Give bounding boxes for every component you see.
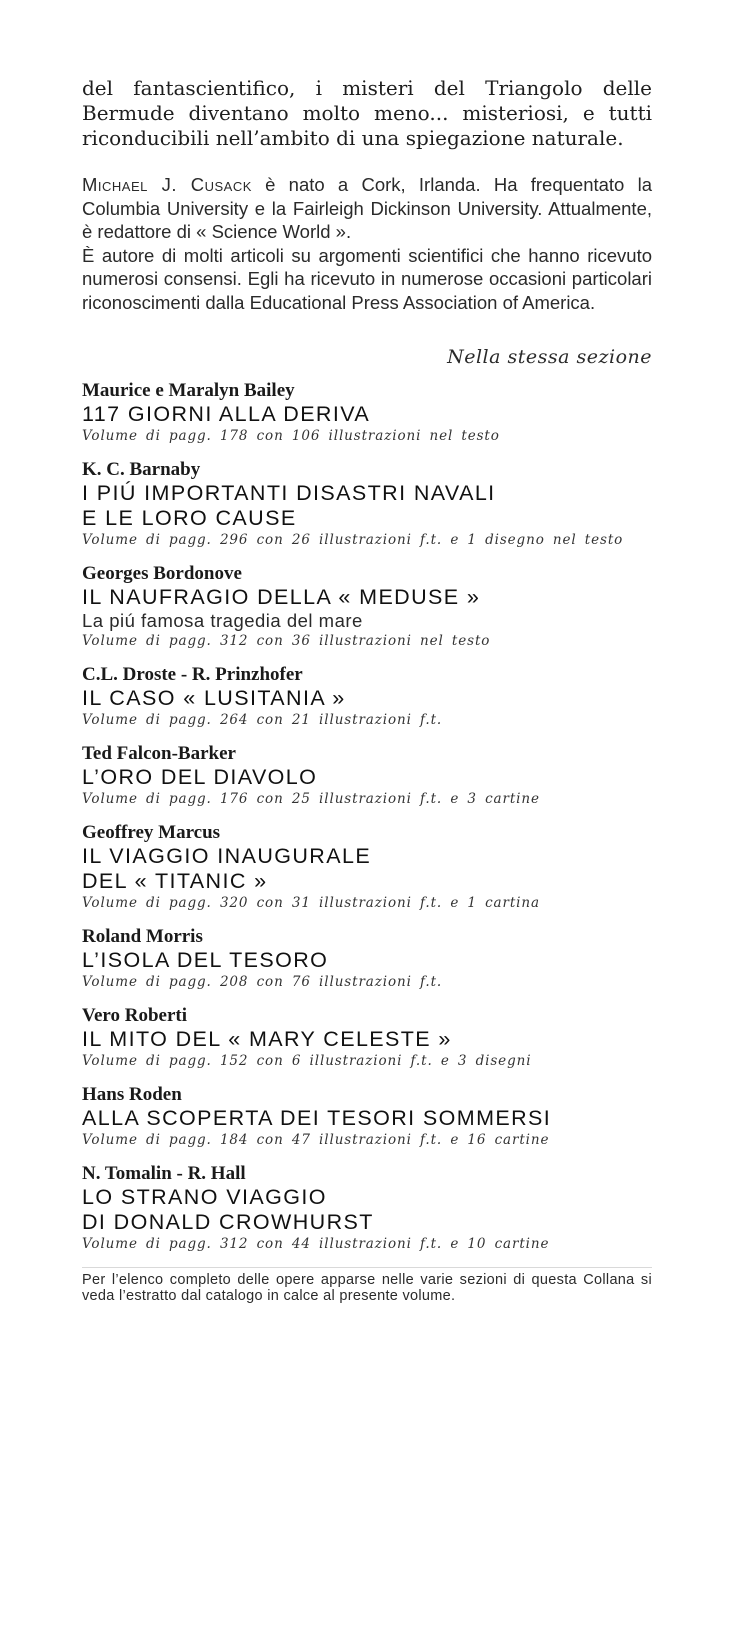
book-entry	[82, 1163, 652, 1254]
book-details: Volume di pagg. 208 con 76 illustrazioni f.t.	[82, 974, 443, 990]
book-title-line: IL MITO DEL « MARY CELESTE »	[82, 1027, 452, 1051]
book-title-line: I PIÚ IMPORTANTI DISASTRI NAVALI	[82, 481, 496, 505]
intro-paragraph: del fantascientifico, i misteri del Triangolo delle Bermude diventano molto meno... misteriosi, e tutti riconducibili nell’ambito di una spiegazione naturale.	[82, 76, 652, 150]
book-details: Volume di pagg. 152 con 6 illustrazioni f.t. e 3 disegni	[82, 1053, 532, 1069]
bio-paragraph-2: È autore di molti articoli su argomenti scientifici che hanno ricevuto numerosi consensi. Egli ha ricevuto in numerose occasioni particolari riconoscimenti dalla Educational Press Association of America.	[82, 244, 652, 313]
book-title-line: LO STRANO VIAGGIO	[82, 1185, 327, 1209]
book-author: Vero Roberti	[82, 1005, 188, 1026]
book-title-line: 117 GIORNI ALLA DERIVA	[82, 402, 371, 426]
book-details: Volume di pagg. 296 con 26 illustrazioni f.t. e 1 disegno nel testo	[82, 532, 624, 548]
book-details: Volume di pagg. 312 con 44 illustrazioni f.t. e 10 cartine	[82, 1236, 550, 1252]
bio-paragraph-1	[82, 173, 652, 244]
book-details: Volume di pagg. 176 con 25 illustrazioni f.t. e 3 cartine	[82, 791, 540, 807]
book-entry	[82, 743, 652, 809]
book-author: C.L. Droste - R. Prinzhofer	[82, 664, 303, 685]
book-author: Ted Falcon-Barker	[82, 743, 236, 764]
book-list	[82, 380, 652, 1254]
book-author: Hans Roden	[82, 1084, 182, 1105]
book-details: Volume di pagg. 264 con 21 illustrazioni f.t.	[82, 712, 443, 728]
book-title-line: DI DONALD CROWHURST	[82, 1210, 374, 1234]
book-title-line: IL NAUFRAGIO DELLA « MEDUSE »	[82, 585, 481, 609]
book-flap-page	[82, 76, 652, 1304]
book-author: Roland Morris	[82, 926, 203, 947]
book-title-line: DEL « TITANIC »	[82, 869, 268, 893]
book-details: Volume di pagg. 312 con 36 illustrazioni nel testo	[82, 633, 491, 649]
book-author: Georges Bordonove	[82, 563, 242, 584]
footer-note: Per l’elenco completo delle opere apparse nelle varie sezioni di questa Collana si veda l’estratto dal catalogo in calce al presente volume.	[82, 1267, 652, 1304]
book-author: N. Tomalin - R. Hall	[82, 1163, 246, 1184]
book-details: Volume di pagg. 320 con 31 illustrazioni f.t. e 1 cartina	[82, 895, 540, 911]
book-title-line: L’ISOLA DEL TESORO	[82, 948, 329, 972]
book-details: Volume di pagg. 178 con 106 illustrazioni nel testo	[82, 428, 500, 444]
book-title-line: ALLA SCOPERTA DEI TESORI SOMMERSI	[82, 1106, 552, 1130]
book-entry	[82, 563, 652, 651]
bio-paragraph-1-text: è nato a Cork, Irlanda. Ha frequentato la Columbia University e la Fairleigh Dickinson University. Attualmente, è redattore di « Science World ».	[82, 174, 652, 242]
book-author: K. C. Barnaby	[82, 459, 201, 480]
section-heading: Nella stessa sezione	[447, 346, 652, 368]
book-entry	[82, 459, 652, 550]
book-entry	[82, 380, 652, 446]
author-bio	[82, 173, 652, 314]
book-title-line: L’ORO DEL DIAVOLO	[82, 765, 318, 789]
book-details: Volume di pagg. 184 con 47 illustrazioni f.t. e 16 cartine	[82, 1132, 550, 1148]
book-entry	[82, 1005, 652, 1071]
book-author: Maurice e Maralyn Bailey	[82, 380, 295, 401]
book-title-line: IL CASO « LUSITANIA »	[82, 686, 346, 710]
book-entry	[82, 664, 652, 730]
book-title-line: E LE LORO CAUSE	[82, 506, 297, 530]
bio-author-name: Michael J. Cusack	[82, 174, 252, 195]
book-title-line: IL VIAGGIO INAUGURALE	[82, 844, 372, 868]
book-entry	[82, 926, 652, 992]
book-subtitle: La piú famosa tragedia del mare	[82, 610, 363, 631]
book-entry	[82, 822, 652, 913]
book-author: Geoffrey Marcus	[82, 822, 221, 843]
book-entry	[82, 1084, 652, 1150]
